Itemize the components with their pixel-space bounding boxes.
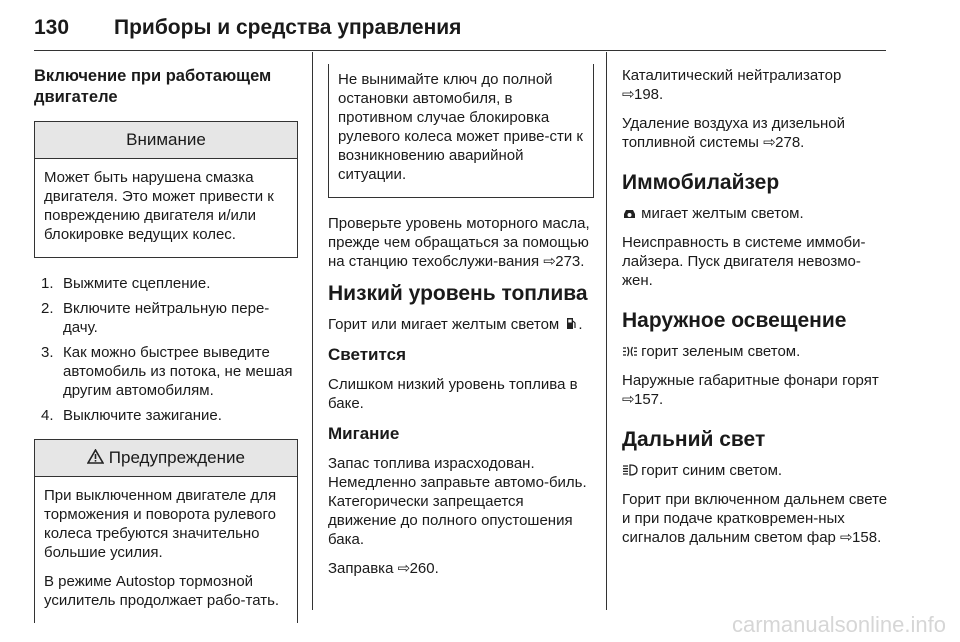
- immobilizer-icon: [622, 204, 637, 223]
- immobilizer-heading: Иммобилайзер: [622, 171, 780, 194]
- fuel-text: Горит или мигает желтым светом .: [328, 316, 583, 333]
- step-number: 4.: [41, 407, 54, 424]
- page-ref-icon: ⇨: [763, 134, 776, 151]
- watermark: carmanualsonline.info: [731, 612, 946, 637]
- page-header: [34, 8, 886, 51]
- page-ref-icon: ⇨: [622, 86, 635, 103]
- exterior-heading: Наружное освещение: [622, 309, 847, 332]
- notice-text: Может быть нарушена смазка двигателя. Это может привести к повреждению двигателя и/или блокировке ведущих колес.: [44, 169, 274, 243]
- steps-list: [34, 274, 298, 425]
- page-ref[interactable]: 157.: [634, 391, 664, 408]
- high-beam-status: горит синим светом.: [622, 461, 888, 480]
- page-ref[interactable]: 260.: [409, 560, 439, 577]
- column-3: [622, 66, 888, 557]
- page-ref-icon: ⇨: [543, 253, 556, 270]
- step-text: Включите нейтральную пере-дачу.: [63, 300, 270, 336]
- column-1: [34, 66, 298, 639]
- warning-title: Предупреждение: [108, 448, 245, 467]
- column-divider-1: [312, 52, 313, 610]
- immobilizer-status: мигает желтым светом.: [622, 204, 888, 223]
- chapter-title: Приборы и средства управления: [114, 16, 462, 39]
- page-ref[interactable]: 198.: [634, 86, 664, 103]
- fuel-heading: Низкий уровень топлива: [328, 282, 588, 305]
- exterior-status: горит зеленым светом.: [622, 342, 888, 361]
- section-title: Включение при работающем двигателе: [34, 67, 272, 106]
- immobilizer-text: Неисправность в системе иммоби-лайзера. Пуск двигателя невозмо-жен.: [622, 234, 866, 289]
- step-text: Как можно быстрее выведите автомобиль из потока, не мешая другим автомобилям.: [63, 344, 293, 399]
- list-item: [34, 406, 298, 425]
- warning-box-continued: [328, 64, 594, 198]
- exterior-text: Наружные габаритные фонари горят ⇨157.: [622, 372, 879, 408]
- column-divider-2: [606, 52, 607, 610]
- high-beam-heading: Дальний свет: [622, 428, 766, 451]
- high-beam-icon: [622, 461, 637, 480]
- lit-text: Слишком низкий уровень топлива в баке.: [328, 376, 578, 412]
- step-number: 1.: [41, 275, 54, 292]
- warning-box: [34, 439, 298, 623]
- fuel-pump-icon: [563, 315, 578, 334]
- warning-text-autostop: В режиме Autostop тормозной усилитель продолжает рабо-тать.: [44, 573, 280, 609]
- step-number: 2.: [41, 300, 54, 317]
- flash-text: Запас топлива израсходован. Немедленно заправьте автомо-биль. Категорически запрещается движение до полного опустошения бака.: [328, 455, 587, 548]
- high-beam-text: Горит при включенном дальнем свете и при подаче кратковремен-ных сигналов дальним светом фар ⇨158.: [622, 491, 888, 546]
- notice-title: Внимание: [35, 122, 297, 159]
- notice-box: [34, 121, 298, 258]
- warning-header: [35, 440, 297, 477]
- list-item: [34, 343, 298, 400]
- exterior-light-icon: [622, 342, 637, 361]
- warning-text: При выключенном двигателе для торможения и поворота рулевого колеса требуются значительно большие усилия.: [44, 487, 277, 561]
- step-number: 3.: [41, 344, 54, 361]
- page-ref-icon: ⇨: [397, 560, 411, 577]
- refuel-text: Заправка ⇨260.: [328, 560, 439, 577]
- check-oil-text: Проверьте уровень моторного масла, прежде чем обращаться за помощью на станцию техобслужи-вания ⇨273.: [328, 215, 590, 270]
- catalytic-text: Каталитический нейтрализатор ⇨198.: [622, 67, 842, 103]
- flash-heading: Мигание: [328, 424, 400, 443]
- step-text: Выжмите сцепление.: [63, 275, 211, 292]
- list-item: [34, 274, 298, 293]
- page-ref[interactable]: 273.: [555, 253, 585, 270]
- step-text: Выключите зажигание.: [63, 407, 222, 424]
- page-number: 130: [34, 16, 70, 39]
- page-ref-icon: ⇨: [840, 529, 853, 546]
- warning-triangle-icon: [87, 448, 109, 467]
- diesel-text: Удаление воздуха из дизельной топливной системы ⇨278.: [622, 115, 846, 151]
- list-item: [34, 299, 298, 337]
- column-2: [328, 66, 594, 588]
- lit-heading: Светится: [328, 345, 406, 364]
- page-ref[interactable]: 158.: [852, 529, 882, 546]
- page-ref[interactable]: 278.: [775, 134, 805, 151]
- warning-continued-text: Не вынимайте ключ до полной остановки автомобиля, в противном случае блокировка рулевого колеса может приве-сти к возникновению аварийной ситуации.: [338, 71, 583, 183]
- page-ref-icon: ⇨: [622, 391, 635, 408]
